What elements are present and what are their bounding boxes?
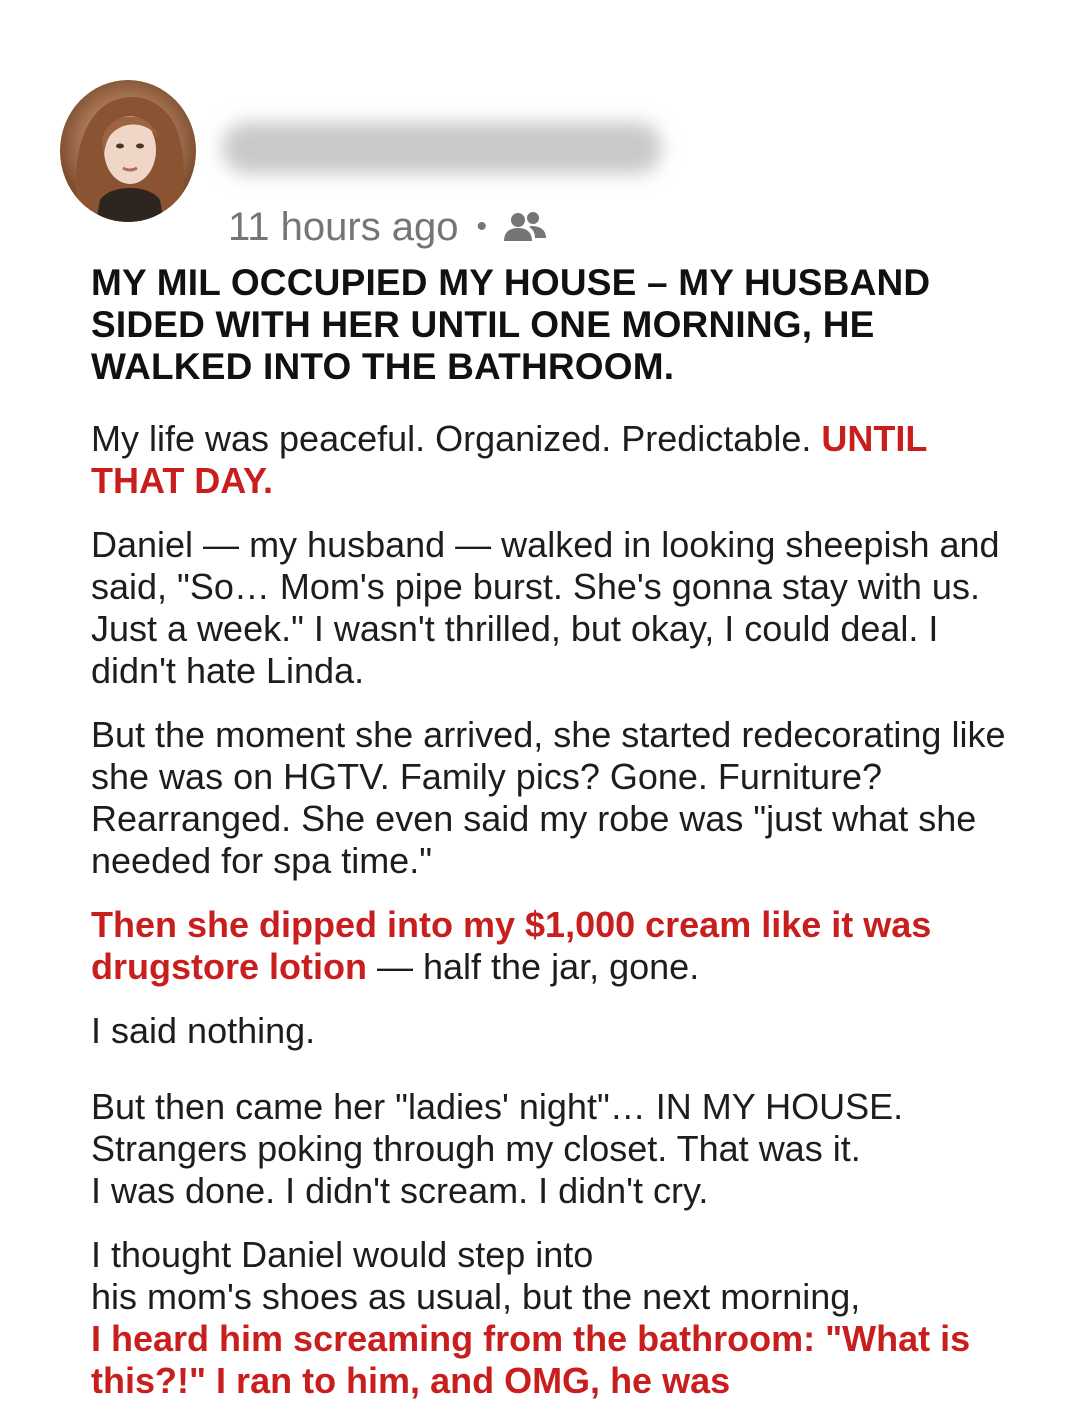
paragraph-7-line-2: his mom's shoes as usual, but the next morning,: [91, 1276, 861, 1317]
paragraph-7: [91, 1234, 1011, 1402]
post-meta: [228, 202, 549, 252]
paragraph-1: [91, 418, 1011, 502]
paragraph-5: I said nothing.: [91, 1010, 316, 1051]
paragraph-4-emphasis: Then she dipped into my $1,000 cream like it was drugstore lotion: [91, 904, 932, 987]
friends-icon[interactable]: [501, 207, 549, 247]
paragraph-1-text: My life was peaceful. Organized. Predictable.: [91, 418, 822, 459]
paragraph-6-line-1: But then came her "ladies' night"… IN MY HOUSE.: [91, 1086, 904, 1127]
paragraph-1-emphasis: UNTIL THAT DAY.: [91, 418, 927, 501]
paragraph-4: [91, 904, 1011, 988]
paragraph-2: Daniel — my husband — walked in looking sheepish and said, "So… Mom's pipe burst. She's gonna stay with us. Just a week." I wasn't thrilled, but okay, I could deal. I didn't hate Linda.: [91, 524, 1000, 691]
paragraph-7-line-1: I thought Daniel would step into: [91, 1234, 594, 1275]
post-timestamp[interactable]: 11 hours ago: [228, 204, 459, 249]
blurred-username[interactable]: [222, 122, 662, 174]
post-body: [91, 262, 1011, 1424]
meta-separator: •: [476, 210, 488, 243]
post-title: MY MIL OCCUPIED MY HOUSE – MY HUSBAND SIDED WITH HER UNTIL ONE MORNING, HE WALKED INTO THE BATHROOM.: [91, 262, 931, 387]
paragraph-4-text: — half the jar, gone.: [366, 946, 700, 987]
profile-photo: [60, 80, 196, 222]
paragraph-6-line-3: I was done. I didn't scream. I didn't cry.: [91, 1170, 709, 1211]
paragraph-7-emphasis: I heard him screaming from the bathroom: "What is this?!" I ran to him, and OMG, he was: [91, 1318, 971, 1401]
avatar[interactable]: [60, 80, 196, 222]
paragraph-6-line-2: Strangers poking through my closet. That was it.: [91, 1128, 861, 1169]
paragraph-3: But the moment she arrived, she started redecorating like she was on HGTV. Family pics? Gone. Furniture? Rearranged. She even said my robe was "just what she needed for spa time.": [91, 714, 1006, 881]
paragraph-6: [91, 1086, 1011, 1212]
